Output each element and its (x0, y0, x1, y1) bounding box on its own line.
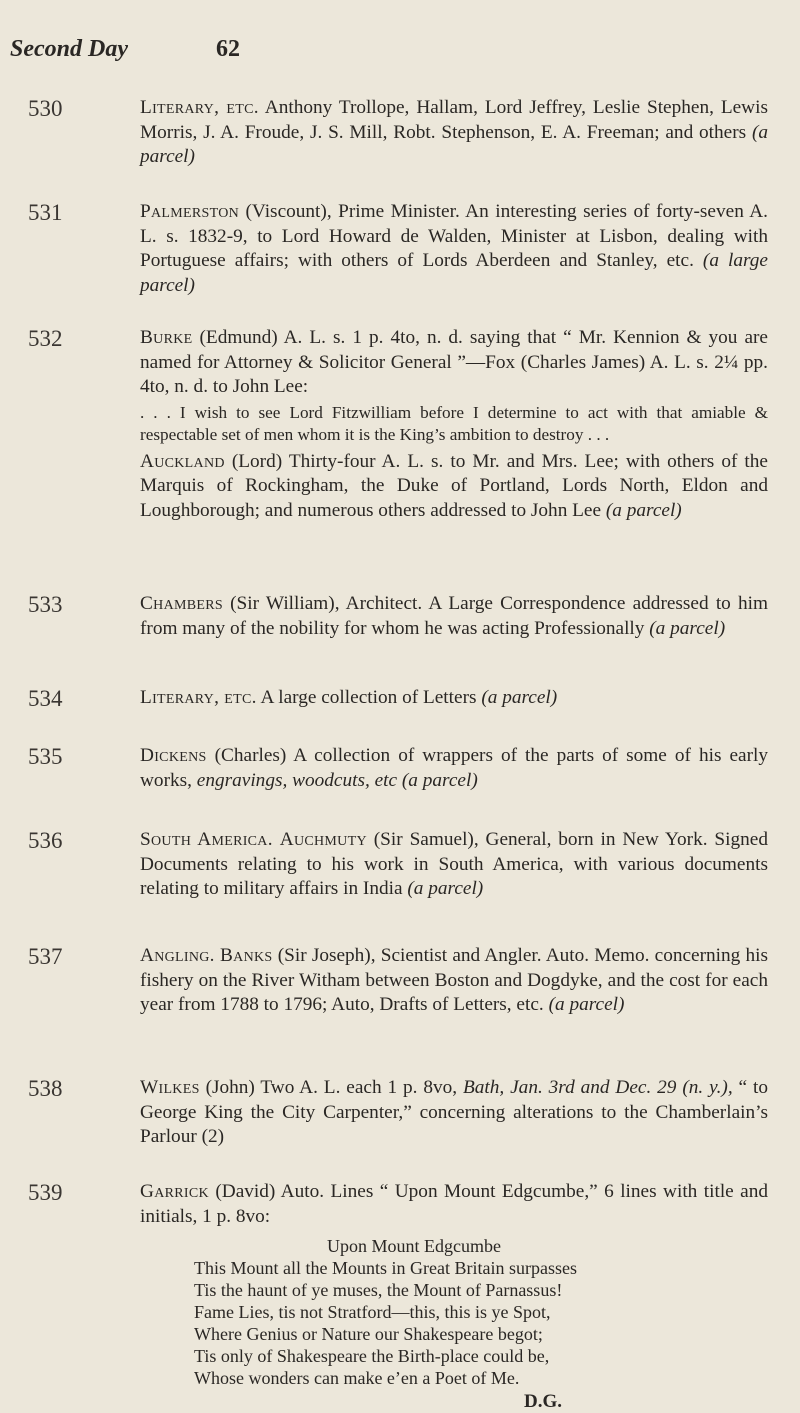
lot-number: 535 (28, 744, 63, 769)
lot-body: (Sir William), Architect. A Large Correspondence addressed to him from many of the nobility for whom he was acting Professionally (140, 593, 768, 639)
lot-quantity-note: (a parcel) (548, 994, 625, 1015)
lot-body: (David) Auto. Lines “ Upon Mount Edgcumbe,” 6 lines with title and initials, 1 p. 8vo: (140, 1181, 768, 1227)
lot-lead: Palmerston (140, 201, 240, 222)
lot-quantity-note: (a parcel) (605, 499, 682, 521)
lot-quantity-note: (a parcel) (649, 617, 726, 639)
lot-entry-533 (28, 592, 768, 641)
quoted-poem (194, 1235, 768, 1413)
lot-number: 531 (28, 200, 63, 225)
lot-entry-534 (28, 686, 768, 711)
poem-line: Fame Lies, tis not Stratford—this, this is ye Spot, (194, 1302, 551, 1322)
lot-number: 538 (28, 1076, 63, 1101)
lot-number: 530 (28, 96, 63, 121)
lot-body-italic: Bath, Jan. 3rd and Dec. 29 (n. y.), (463, 1077, 733, 1098)
lot-entry-536 (28, 828, 768, 902)
lot-quantity-note: (a parcel) (140, 121, 769, 167)
lot-lead: Burke (140, 327, 193, 348)
lot-quantity-note: (a large parcel) (140, 250, 768, 296)
lot-entry-530 (28, 96, 768, 170)
poem-title: Upon Mount Edgcumbe (327, 1236, 501, 1256)
lot-lead: Chambers (140, 593, 223, 614)
lot-number: 537 (28, 944, 63, 969)
lot-body: (Edmund) A. L. s. 1 p. 4to, n. d. saying that “ Mr. Kennion & you are named for Attorney & Solicitor General ”—Fox (Charles James) A. L. s. 2¼ pp. 4to, n. d. to John Lee: (140, 327, 768, 397)
lot-lead-secondary: Auchmuty (279, 829, 367, 850)
lot-lead: Dickens (140, 745, 207, 766)
lot-description (140, 592, 768, 641)
lot-description (140, 828, 768, 902)
poem-line: Where Genius or Nature our Shakespeare begot; (194, 1324, 543, 1344)
lot-entry-532 (28, 326, 768, 523)
lot-description (140, 744, 768, 793)
lot-body-continued: “ to George King the City Carpenter,” concerning alterations to the Chamberlain’s Parlour (140, 1077, 768, 1147)
lot-quantity-note: (a parcel) (401, 769, 478, 791)
sale-day-label: Second Day (10, 36, 128, 62)
lot-number: 539 (28, 1180, 63, 1205)
lot-quantity-note: (a parcel) (481, 687, 558, 708)
lot-entry-537 (28, 944, 768, 1018)
poem-line: This Mount all the Mounts in Great Britain surpasses (194, 1258, 577, 1278)
lot-description (140, 96, 768, 170)
lot-lead: Angling. (140, 945, 215, 966)
poem-line: Whose wonders can make e’en a Poet of Me. (194, 1368, 520, 1388)
lot-description (140, 1180, 768, 1229)
lot-entry-539 (28, 1180, 768, 1413)
lot-body-italic: engravings, woodcuts, etc (196, 769, 398, 791)
lot-body: (John) Two A. L. each 1 p. 8vo, (205, 1077, 458, 1098)
lot-lead: Garrick (140, 1181, 209, 1202)
lot-lead-secondary: Auckland (140, 450, 225, 472)
lot-lead: South America. (140, 829, 273, 850)
lot-lead-secondary: Banks (220, 945, 273, 966)
poem-signature: D.G. (524, 1391, 562, 1412)
lot-description (140, 944, 768, 1018)
poem-line: Tis only of Shakespeare the Birth-place could be, (194, 1346, 550, 1366)
lot-body: (Sir Samuel), General, born in New York. Signed Documents relating to his work in South America, with various documents relating to military affairs in India (140, 829, 768, 899)
lot-entry-535 (28, 744, 768, 793)
lot-description (140, 200, 768, 298)
lot-number: 536 (28, 828, 63, 853)
lot-quantity-note: (a parcel) (407, 878, 484, 899)
lot-description (140, 326, 768, 523)
letter-quote: . . . I wish to see Lord Fitzwilliam before I determine to act with that amiable & respectable set of men whom it is the King’s ambition to destroy . . . (140, 402, 768, 444)
lot-entry-538 (28, 1076, 768, 1150)
lot-quantity-note: (2) (201, 1126, 225, 1147)
poem-line: Tis the haunt of ye muses, the Mount of Parnassus! (194, 1280, 563, 1300)
lot-number: 533 (28, 592, 63, 617)
lot-number: 532 (28, 326, 63, 351)
lot-lead: Literary, etc. (140, 97, 259, 118)
lot-body: Anthony Trollope, Hallam, Lord Jeffrey, Leslie Stephen, Lewis Morris, J. A. Froude, J. S. Mill, Robt. Stephenson, E. A. Freeman; and others (140, 97, 768, 143)
page-header (0, 36, 800, 66)
lot-entry-531 (28, 200, 768, 298)
lot-body-secondary: (Lord) Thirty-four A. L. s. to Mr. and Mrs. Lee; with others of the Marquis of Rockingham, the Duke of Portland, Lords North, Eldon and Loughborough; and numerous others addressed to John Lee (140, 450, 768, 521)
lot-description (140, 1076, 768, 1150)
lot-body: (Charles) A collection of wrappers of the parts of some of his early works, (140, 745, 768, 791)
lot-description (140, 686, 768, 711)
lot-body: (Sir Joseph), Scientist and Angler. Auto. Memo. concerning his fishery on the River Witham between Boston and Dogdyke, and the cost for each year from 1788 to 1796; Auto, Drafts of Letters, etc. (140, 945, 768, 1015)
lot-body: (Viscount), Prime Minister. An interesting series of forty-seven A. L. s. 1832-9, to Lord Howard de Walden, Minister at Lisbon, dealing with Portuguese affairs; with others of Lords Aberdeen and Stanley, etc. (140, 201, 768, 271)
page-number: 62 (216, 36, 240, 62)
lot-number: 534 (28, 686, 63, 711)
lot-lead: Literary, etc. (140, 687, 257, 708)
lot-lead: Wilkes (140, 1077, 200, 1098)
lot-body: A large collection of Letters (260, 687, 477, 708)
